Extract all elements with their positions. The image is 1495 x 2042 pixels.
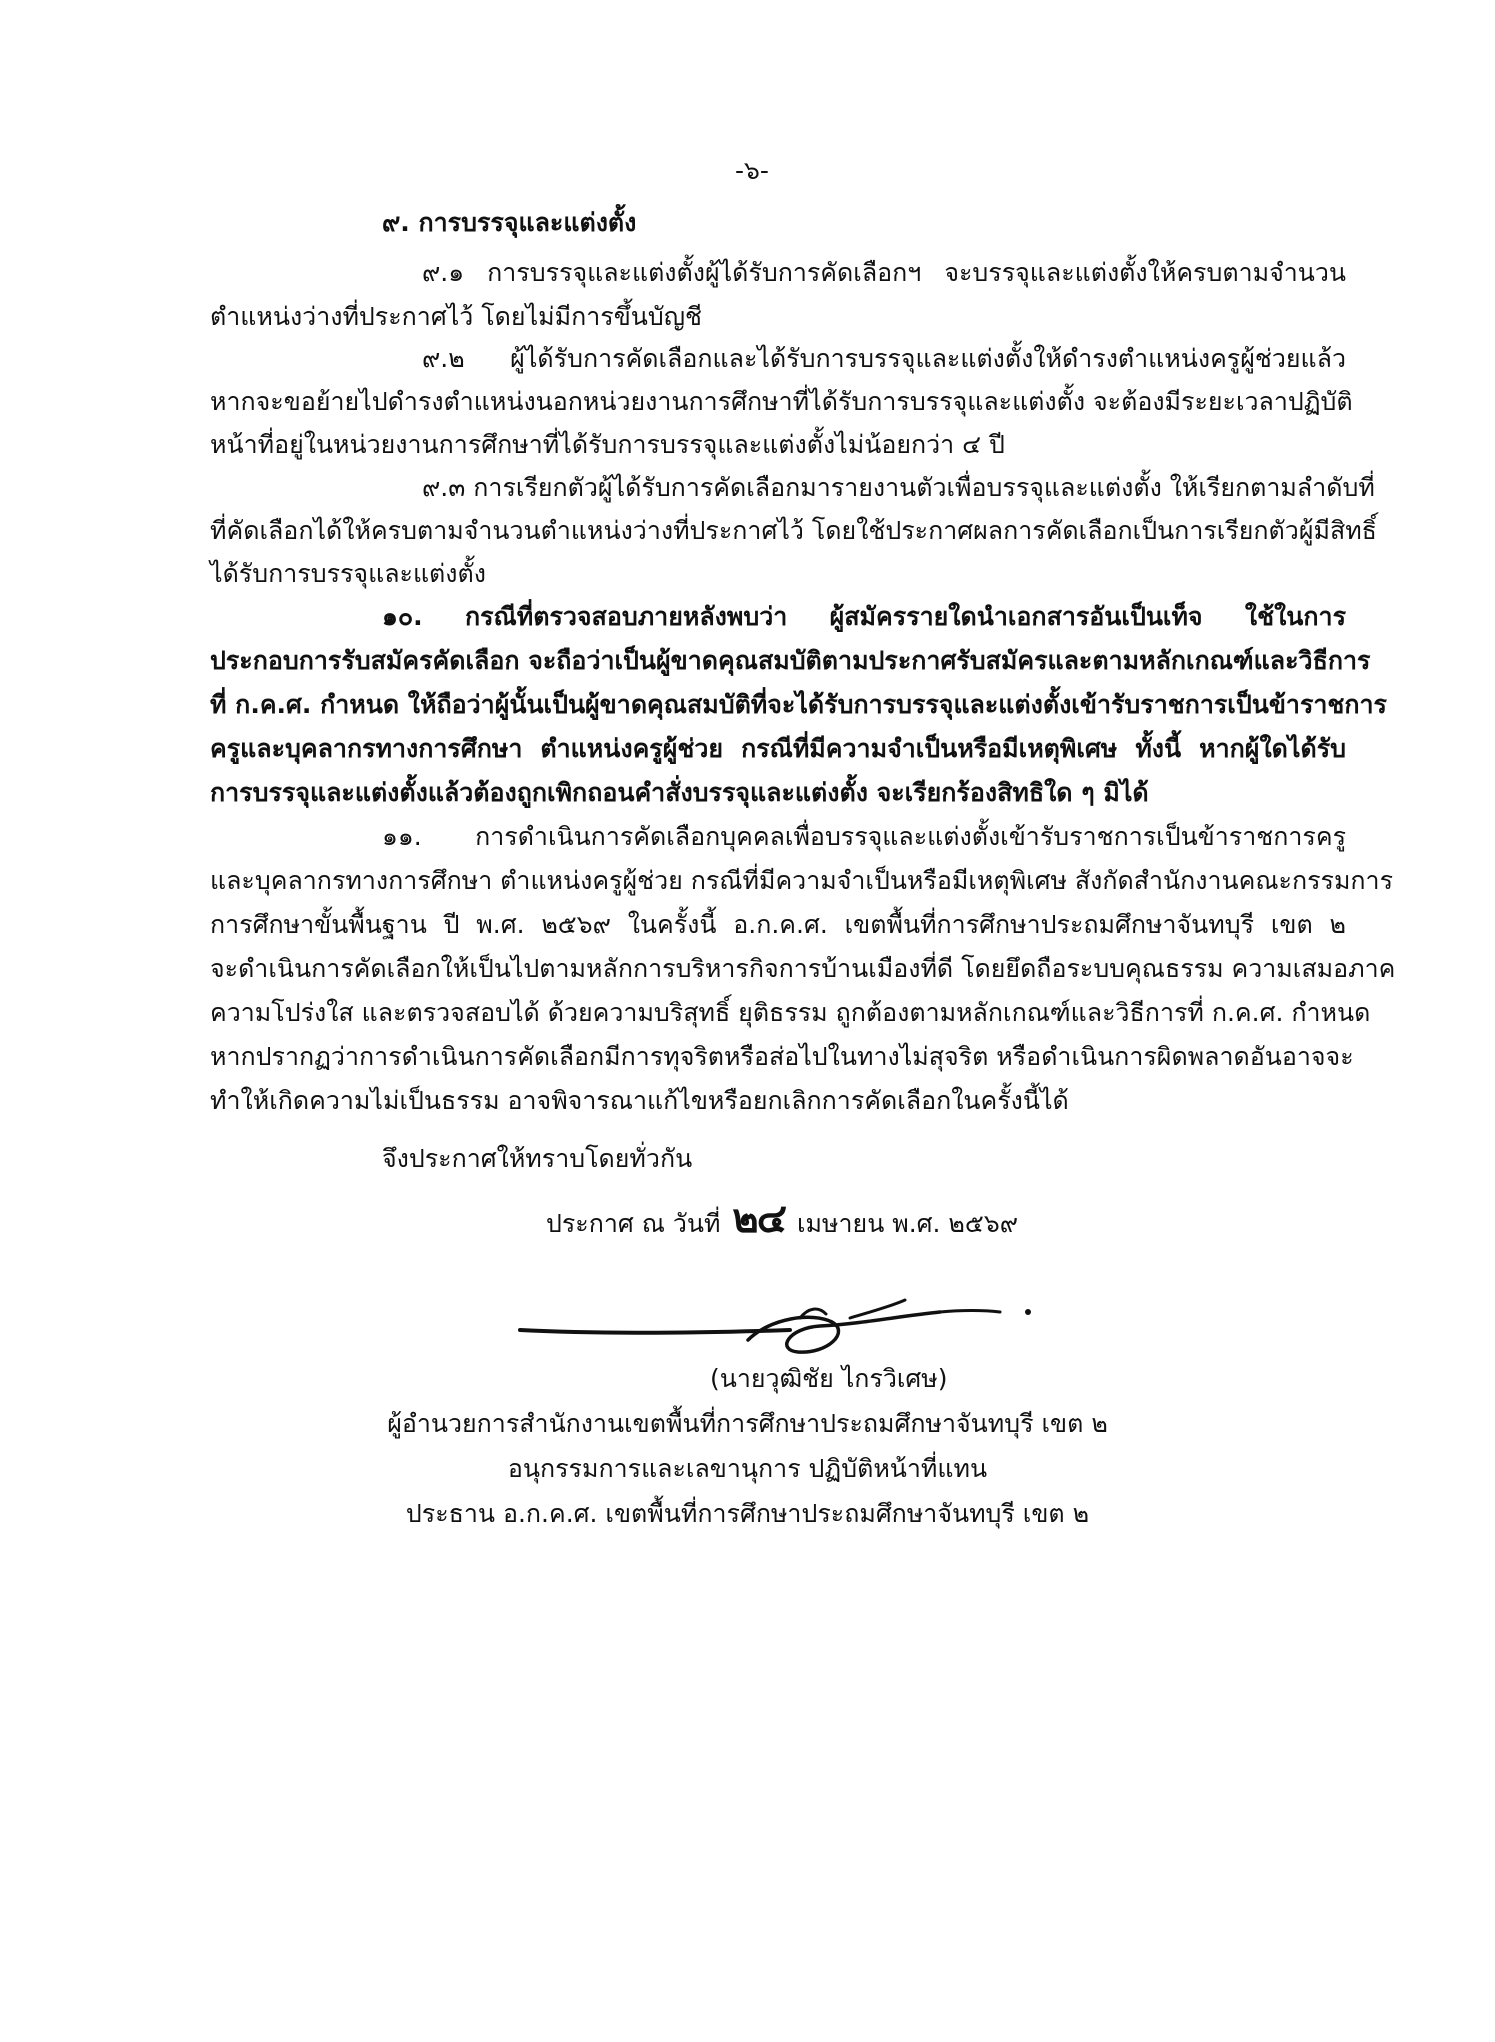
- paragraph-9-1-line-2: ตำแหน่งว่างที่ประกาศไว้ โดยไม่มีการขึ้นบัญชี: [210, 302, 703, 331]
- section-9-heading: ๙. การบรรจุและแต่งตั้ง: [382, 208, 637, 237]
- section-11-line-4: จะดำเนินการคัดเลือกให้เป็นไปตามหลักการบริหารกิจการบ้านเมืองที่ดี โดยยึดถือระบบคุณธรรม ความเสมอภาค: [210, 954, 1396, 983]
- paragraph-9-2-line-2: หากจะขอย้ายไปดำรงตำแหน่งนอกหน่วยงานการศึกษาที่ได้รับการบรรจุและแต่งตั้ง จะต้องมีระยะเวลาปฏิบัติ: [210, 387, 1353, 416]
- date-suffix: เมษายน พ.ศ. ๒๕๖๙: [797, 1209, 1019, 1238]
- section-10-line-3: ที่ ก.ค.ศ. กำหนด ให้ถือว่าผู้นั้นเป็นผู้ขาดคุณสมบัติที่จะได้รับการบรรจุและแต่งตั้งเข้ารับราชการเป็นข้าราชการ: [210, 690, 1387, 719]
- announcement-text: จึงประกาศให้ทราบโดยทั่วกัน: [382, 1144, 693, 1173]
- paragraph-9-3-line-3: ได้รับการบรรจุและแต่งตั้ง: [210, 559, 486, 588]
- section-10-line-2: ประกอบการรับสมัครคัดเลือก จะถือว่าเป็นผู้ขาดคุณสมบัติตามประกาศรับสมัครและตามหลักเกณฑ์และวิธีการ: [210, 646, 1371, 675]
- date-day-handwritten: ๒๔: [732, 1196, 786, 1242]
- section-10-line-4: ครูและบุคลากรทางการศึกษา ตำแหน่งครูผู้ช่วย กรณีที่มีความจำเป็นหรือมีเหตุพิเศษ ทั้งนี้ หากผู้ใดได้รับ: [210, 734, 1346, 763]
- date-prefix: ประกาศ ณ วันที่: [546, 1209, 721, 1238]
- announcement-date: [546, 1196, 1019, 1242]
- section-11-line-1: ๑๑. การดำเนินการคัดเลือกบุคคลเพื่อบรรจุและแต่งตั้งเข้ารับราชการเป็นข้าราชการครู: [382, 822, 1346, 851]
- section-11-line-2: และบุคลากรทางการศึกษา ตำแหน่งครูผู้ช่วย กรณีที่มีความจำเป็นหรือมีเหตุพิเศษ สังกัดสำนักงานคณะกรรมการ: [210, 866, 1394, 895]
- page-number: -๖-: [735, 156, 769, 185]
- section-11-line-7: ทำให้เกิดความไม่เป็นธรรม อาจพิจารณาแก้ไขหรือยกเลิกการคัดเลือกในครั้งนี้ได้: [210, 1086, 1069, 1115]
- section-10-line-5: การบรรจุและแต่งตั้งแล้วต้องถูกเพิกถอนคำสั่งบรรจุและแต่งตั้ง จะเรียกร้องสิทธิใด ๆ มิได้: [210, 778, 1149, 807]
- paragraph-9-3-line-1: ๙.๓ การเรียกตัวผู้ได้รับการคัดเลือกมารายงานตัวเพื่อบรรจุและแต่งตั้ง ให้เรียกตามลำดับที่: [422, 473, 1375, 502]
- section-11-line-3: การศึกษาขั้นพื้นฐาน ปี พ.ศ. ๒๕๖๙ ในครั้งนี้ อ.ก.ค.ศ. เขตพื้นที่การศึกษาประถมศึกษาจันทบุรี เขต ๒: [210, 910, 1346, 939]
- signatory-title-1: ผู้อำนวยการสำนักงานเขตพื้นที่การศึกษาประถมศึกษาจันทบุรี เขต ๒: [387, 1409, 1108, 1438]
- signatory-title-3: ประธาน อ.ก.ค.ศ. เขตพื้นที่การศึกษาประถมศึกษาจันทบุรี เขต ๒: [405, 1499, 1090, 1528]
- paragraph-9-3-line-2: ที่คัดเลือกได้ให้ครบตามจำนวนตำแหน่งว่างที่ประกาศไว้ โดยใช้ประกาศผลการคัดเลือกเป็นการเรียกตัวผู้มีสิทธิ์: [210, 516, 1377, 545]
- paragraph-9-1-line-1: ๙.๑ การบรรจุและแต่งตั้งผู้ได้รับการคัดเลือกฯ จะบรรจุและแต่งตั้งให้ครบตามจำนวน: [422, 258, 1346, 287]
- section-11-line-6: หากปรากฏว่าการดำเนินการคัดเลือกมีการทุจริตหรือส่อไปในทางไม่สุจริต หรือดำเนินการผิดพลาดอันอาจจะ: [210, 1042, 1354, 1071]
- paragraph-9-2-line-3: หน้าที่อยู่ในหน่วยงานการศึกษาที่ได้รับการบรรจุและแต่งตั้งไม่น้อยกว่า ๔ ปี: [210, 430, 1005, 459]
- signatory-title-2: อนุกรรมการและเลขานุการ ปฏิบัติหน้าที่แทน: [507, 1454, 988, 1483]
- section-10-line-1: ๑๐. กรณีที่ตรวจสอบภายหลังพบว่า ผู้สมัครรายใดนำเอกสารอันเป็นเท็จ ใช้ในการ: [382, 602, 1346, 631]
- section-11-line-5: ความโปร่งใส และตรวจสอบได้ ด้วยความบริสุทธิ์ ยุติธรรม ถูกต้องตามหลักเกณฑ์และวิธีการที่ ก.ค.ศ. กำหนด: [210, 998, 1371, 1027]
- paragraph-9-2-line-1: ๙.๒ ผู้ได้รับการคัดเลือกและได้รับการบรรจุและแต่งตั้งให้ดำรงตำแหน่งครูผู้ช่วยแล้ว: [422, 344, 1346, 373]
- signatory-name: (นายวุฒิชัย ไกรวิเศษ): [710, 1364, 948, 1393]
